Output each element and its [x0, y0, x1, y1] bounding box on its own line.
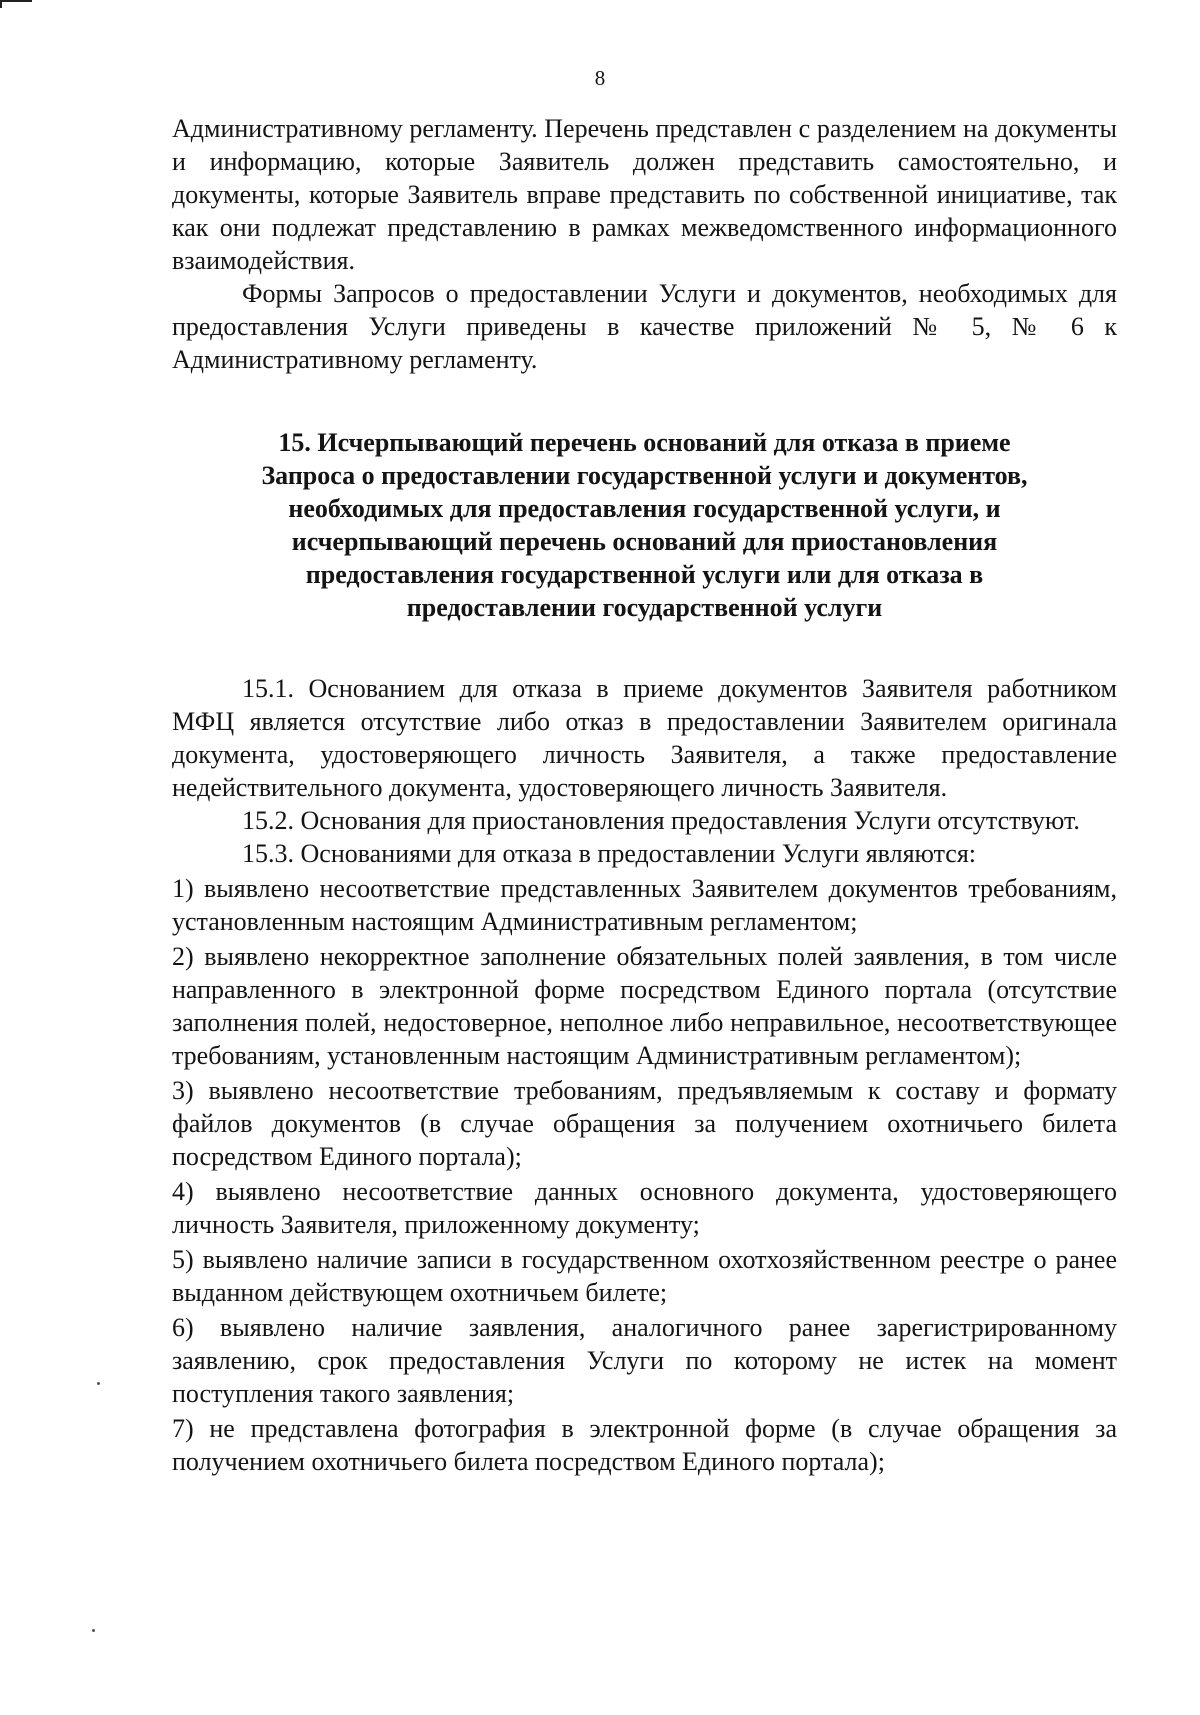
heading-line: исчерпывающий перечень оснований для приостановления — [291, 527, 998, 556]
page-number: 8 — [594, 66, 606, 90]
heading-line: Запроса о предоставлении государственной услуги и документов, — [261, 461, 1028, 490]
list-item: 4) выявлено несоответствие данных основного документа, удостоверяющего личность Заявителя, приложенному документу; — [172, 1177, 1117, 1239]
heading-line: предоставления государственной услуги или для отказа в — [305, 560, 984, 589]
list-item: 7) не представлена фотография в электронной форме (в случае обращения за получением охотничьего билета посредством Единого портала); — [172, 1414, 1117, 1476]
intro-paragraph-2: Формы Запросов о предоставлении Услуги и документов, необходимых для предоставления Услуги приведены в качестве приложений № 5, № 6 к Административному регламенту. — [172, 279, 1117, 374]
spacer — [172, 624, 1117, 672]
paragraph-15-1: 15.1. Основанием для отказа в приеме документов Заявителя работником МФЦ является отсутствие либо отказ в предоставлении Заявителем оригинала документа, удостоверяющего личность Заявителя, а также предоставление недействительного документа, удостоверяющего личность Заявителя. — [172, 674, 1117, 802]
list-item: 6) выявлено наличие заявления, аналогичного ранее зарегистрированному заявлению, срок предоставления Услуги по которому не истек на момент поступления такого заявления; — [172, 1313, 1117, 1408]
paragraph-15-2: 15.2. Основания для приостановления предоставления Услуги отсутствуют. — [242, 806, 1080, 835]
list-item: 3) выявлено несоответствие требованиям, предъявляемым к составу и формату файлов документов (в случае обращения за получением охотничьего билета посредством Единого портала); — [172, 1076, 1117, 1171]
section-heading — [172, 426, 1117, 624]
list-item: 1) выявлено несоответствие представленных Заявителем документов требованиям, установленным настоящим Административным регламентом; — [172, 874, 1117, 936]
heading-line: необходимых для предоставления государственной услуги, и — [288, 494, 1001, 523]
scan-speck — [97, 1382, 100, 1385]
list-item: 2) выявлено некорректное заполнение обязательных полей заявления, в том числе направленного в электронной форме посредством Единого портала (отсутствие заполнения полей, недостоверное, неполное либо неправильное, несоответствующее требованиям, установленным настоящим Административным регламентом); — [172, 942, 1117, 1070]
scan-speck — [92, 1629, 95, 1632]
intro-paragraph-1: Административному регламенту. Перечень представлен с разделением на документы и информацию, которые Заявитель должен представить самостоятельно, и документы, которые Заявитель вправе представить по собственной инициативе, так как они подлежат представлению в рамках межведомственного информационного взаимодействия. — [172, 114, 1117, 275]
list-item: 5) выявлено наличие записи в государственном охотхозяйственном реестре о ранее выданном действующем охотничьем билете; — [172, 1245, 1117, 1307]
heading-line: предоставлении государственной услуги — [406, 593, 883, 622]
page-content — [172, 112, 1117, 1478]
heading-line: 15. Исчерпывающий перечень оснований для отказа в приеме — [278, 428, 1011, 457]
paragraph-15-3: 15.3. Основаниями для отказа в предоставлении Услуги являются: — [242, 839, 977, 868]
scan-corner-mark — [0, 0, 32, 8]
